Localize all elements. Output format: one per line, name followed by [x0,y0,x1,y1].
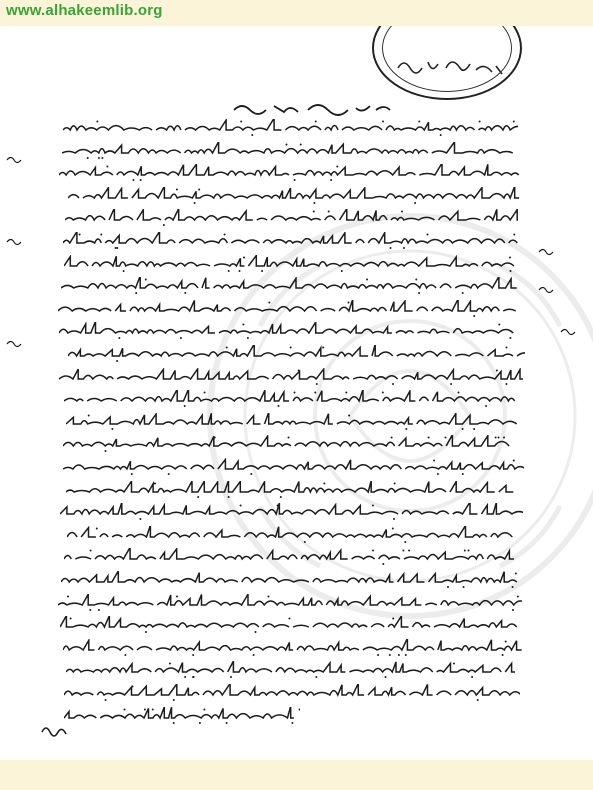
site-footer-band [0,760,593,790]
manuscript-line [60,503,523,521]
basmala-heading [230,98,400,118]
manuscript-line [64,707,300,725]
page-catchword [40,722,68,740]
manuscript-line [58,594,522,612]
manuscript-line [63,639,522,657]
manuscript-line [67,526,517,544]
margin-mark [6,236,22,246]
manuscript-line [59,368,523,386]
manuscript-line [64,684,519,702]
manuscript-line [59,164,521,182]
manuscript-line [65,209,519,227]
manuscript-line [68,187,521,205]
manuscript-line [61,571,519,589]
site-url-link[interactable]: www.alhakeemlib.org [6,2,163,19]
manuscript-line [66,661,515,679]
margin-mark [560,326,576,336]
margin-mark [538,246,554,256]
site-header [0,0,593,26]
manuscript-line [58,300,519,318]
manuscript-line [63,435,513,453]
manuscript-line [64,255,516,273]
manuscript-line [63,119,518,137]
manuscript-line [61,277,523,295]
manuscript-line [66,481,516,499]
manuscript-line [63,232,521,250]
manuscript-line [64,548,516,566]
manuscript-line [60,616,525,634]
manuscript-page [0,26,593,760]
manuscript-line [62,142,514,160]
margin-mark [6,338,22,348]
manuscript-line [59,322,518,340]
seal-inscription [394,50,504,80]
manuscript-line [68,345,525,363]
manuscript-line [66,413,523,431]
manuscript-line [63,458,524,476]
margin-mark [6,154,22,164]
margin-mark [538,284,554,294]
library-seal-icon [372,26,522,100]
manuscript-line [64,390,518,408]
